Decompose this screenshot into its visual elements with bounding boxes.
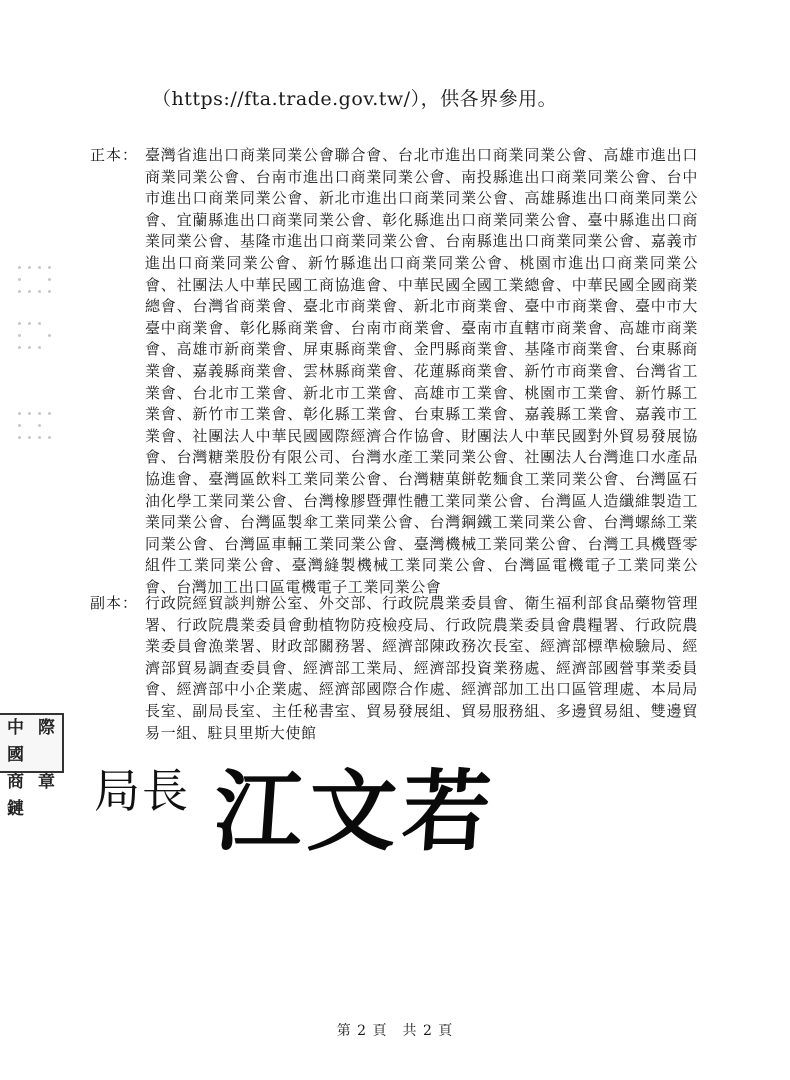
copy-recipients-label: 副本： bbox=[90, 594, 139, 612]
official-seal-stamp: 中國 際 商鏈 章 bbox=[0, 713, 64, 773]
url-reference-line: （https://fta.trade.gov.tw/），供各界參用。 bbox=[152, 88, 558, 110]
primary-recipients-label: 正本： bbox=[90, 146, 139, 164]
primary-recipients-section bbox=[90, 145, 698, 598]
copy-recipients-section bbox=[90, 593, 698, 744]
copy-recipients-list: 行政院經貿談判辦公室、外交部、行政院農業委員會、衛生福利部食品藥物管理署、行政院農業委員會動植物防疫檢疫局、行政院農業委員會農糧署、行政院農業委員會漁業署、財政部關務署、經濟部陳政務次長室、經濟部標準檢驗局、經濟部貿易調查委員會、經濟部工業局、經濟部投資業務處、經濟部國營事業委員會、經濟部中小企業處、經濟部國際合作處、經濟部加工出口區管理處、本局局長室、副局長室、主任秘書室、貿易發展組、貿易服務組、多邊貿易組、雙邊貿易一組、駐貝里斯大使館 bbox=[145, 594, 698, 742]
page-indicator: 第 2 頁 共 2 頁 bbox=[336, 1023, 454, 1039]
signatory-name-stamp: 江文若 bbox=[210, 760, 501, 863]
signatory-title: 局長 bbox=[94, 764, 190, 818]
binding-punch-marks bbox=[16, 262, 56, 452]
primary-recipients-list: 臺灣省進出口商業同業公會聯合會、台北市進出口商業同業公會、高雄市進出口商業同業公會、台南市進出口商業同業公會、南投縣進出口商業同業公會、台中市進出口商業同業公會、新北市進出口商業同業公會、高雄縣進出口商業同業公會、宜蘭縣進出口商業同業公會、彰化縣進出口商業同業公會、臺中縣進出口商業同業公會、基隆市進出口商業同業公會、台南縣進出口商業同業公會、嘉義市進出口商業同業公會、新竹縣進出口商業同業公會、桃園市進出口商業同業公會、社團法人中華民國工商協進會、中華民國全國工業總會、中華民國全國商業總會、台灣省商業會、臺北市商業會、新北市商業會、臺中市商業會、臺中市大臺中商業會、彰化縣商業會、台南市商業會、臺南市直轄市商業會、高雄市商業會、高雄市新商業會、屏東縣商業會、金門縣商業會、基隆市商業會、台東縣商業會、嘉義縣商業會、雲林縣商業會、花蓮縣商業會、新竹市商業會、台灣省工業會、台北市工業會、新北市工業會、高雄市工業會、桃園市工業會、新竹縣工業會、新竹市工業會、彰化縣工業會、台東縣工業會、嘉義縣工業會、嘉義市工業會、社團法人中華民國國際經濟合作協會、財團法人中華民國對外貿易發展協會、台灣糖業股份有限公司、台灣水產工業同業公會、社團法人台灣進口水產品協進會、臺灣區飲料工業同業公會、台灣糖菓餅乾麵食工業同業公會、台灣區石油化學工業同業公會、台灣橡膠暨彈性體工業同業公會、台灣區人造纖維製造工業同業公會、台灣區製傘工業同業公會、台灣鋼鐵工業同業公會、台灣螺絲工業同業公會、台灣區車輛工業同業公會、臺灣機械工業同業公會、台灣工具機暨零組件工業同業公會、臺灣縫製機械工業同業公會、台灣區電機電子工業同業公會、台灣加工出口區電機電子工業同業公會 bbox=[145, 146, 698, 596]
